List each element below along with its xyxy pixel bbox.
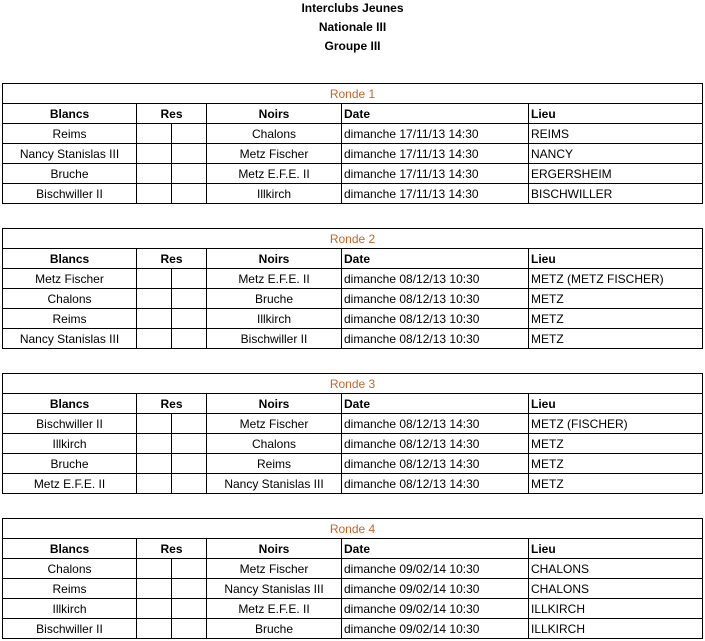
- match-date: dimanche 08/12/13 14:30: [342, 434, 529, 454]
- black-team: Metz E.F.E. II: [207, 599, 342, 619]
- table-row: [3, 184, 703, 204]
- competition-title: Interclubs Jeunes: [301, 1, 404, 15]
- result-white: [137, 289, 172, 309]
- result-white: [137, 184, 172, 204]
- match-date: dimanche 08/12/13 10:30: [342, 329, 529, 349]
- match-venue: CHALONS: [529, 559, 703, 579]
- header-res: Res: [137, 394, 207, 414]
- match-date: dimanche 17/11/13 14:30: [342, 164, 529, 184]
- ronde-table: [2, 373, 703, 494]
- result-black: [172, 309, 207, 329]
- header-noirs: Noirs: [207, 394, 342, 414]
- column-header-row: [3, 104, 703, 124]
- table-row: [3, 414, 703, 434]
- table-row: [3, 619, 703, 639]
- result-black: [172, 599, 207, 619]
- ronde-table: [2, 83, 703, 204]
- group-title: Groupe III: [324, 39, 381, 53]
- match-venue: METZ: [529, 289, 703, 309]
- match-date: dimanche 08/12/13 14:30: [342, 454, 529, 474]
- match-date: dimanche 17/11/13 14:30: [342, 124, 529, 144]
- black-team: Metz Fischer: [207, 144, 342, 164]
- match-venue: METZ: [529, 454, 703, 474]
- match-date: dimanche 09/02/14 10:30: [342, 559, 529, 579]
- result-white: [137, 559, 172, 579]
- white-team: Nancy Stanislas III: [3, 144, 137, 164]
- white-team: Chalons: [3, 559, 137, 579]
- white-team: Metz E.F.E. II: [3, 474, 137, 494]
- header-blancs: Blancs: [3, 394, 137, 414]
- result-white: [137, 144, 172, 164]
- black-team: Metz E.F.E. II: [207, 164, 342, 184]
- table-row: [3, 164, 703, 184]
- column-header-row: [3, 539, 703, 559]
- result-white: [137, 454, 172, 474]
- table-row: [3, 329, 703, 349]
- match-date: dimanche 09/02/14 10:30: [342, 619, 529, 639]
- white-team: Reims: [3, 124, 137, 144]
- black-team: Reims: [207, 454, 342, 474]
- match-venue: METZ (FISCHER): [529, 414, 703, 434]
- header-noirs: Noirs: [207, 249, 342, 269]
- ronde-title: Ronde 4: [3, 519, 703, 539]
- match-venue: REIMS: [529, 124, 703, 144]
- black-team: Nancy Stanislas III: [207, 474, 342, 494]
- result-white: [137, 309, 172, 329]
- result-black: [172, 454, 207, 474]
- match-venue: NANCY: [529, 144, 703, 164]
- header-blancs: Blancs: [3, 539, 137, 559]
- black-team: Bruche: [207, 619, 342, 639]
- result-black: [172, 474, 207, 494]
- ronde-title: Ronde 3: [3, 374, 703, 394]
- result-white: [137, 599, 172, 619]
- table-row: [3, 579, 703, 599]
- match-date: dimanche 08/12/13 10:30: [342, 309, 529, 329]
- ronde-table: [2, 228, 703, 349]
- white-team: Bischwiller II: [3, 414, 137, 434]
- table-row: [3, 559, 703, 579]
- black-team: Bischwiller II: [207, 329, 342, 349]
- match-date: dimanche 08/12/13 14:30: [342, 474, 529, 494]
- result-white: [137, 619, 172, 639]
- match-venue: METZ: [529, 474, 703, 494]
- header-res: Res: [137, 249, 207, 269]
- white-team: Bischwiller II: [3, 619, 137, 639]
- table-row: [3, 144, 703, 164]
- black-team: Metz Fischer: [207, 559, 342, 579]
- white-team: Illkirch: [3, 434, 137, 454]
- result-black: [172, 124, 207, 144]
- header-date: Date: [342, 394, 529, 414]
- white-team: Reims: [3, 579, 137, 599]
- white-team: Reims: [3, 309, 137, 329]
- match-venue: METZ (METZ FISCHER): [529, 269, 703, 289]
- table-row: [3, 124, 703, 144]
- match-venue: BISCHWILLER: [529, 184, 703, 204]
- header-noirs: Noirs: [207, 539, 342, 559]
- match-venue: CHALONS: [529, 579, 703, 599]
- ronde-title: Ronde 2: [3, 229, 703, 249]
- result-white: [137, 124, 172, 144]
- result-black: [172, 434, 207, 454]
- black-team: Metz Fischer: [207, 414, 342, 434]
- result-black: [172, 329, 207, 349]
- black-team: Nancy Stanislas III: [207, 579, 342, 599]
- result-white: [137, 269, 172, 289]
- white-team: Illkirch: [3, 599, 137, 619]
- header-date: Date: [342, 104, 529, 124]
- white-team: Chalons: [3, 289, 137, 309]
- column-header-row: [3, 249, 703, 269]
- match-venue: METZ: [529, 329, 703, 349]
- header-blancs: Blancs: [3, 104, 137, 124]
- black-team: Bruche: [207, 289, 342, 309]
- white-team: Bruche: [3, 454, 137, 474]
- result-white: [137, 474, 172, 494]
- match-date: dimanche 08/12/13 10:30: [342, 269, 529, 289]
- header-noirs: Noirs: [207, 104, 342, 124]
- result-black: [172, 184, 207, 204]
- match-date: dimanche 08/12/13 10:30: [342, 289, 529, 309]
- match-date: dimanche 08/12/13 14:30: [342, 414, 529, 434]
- division-title: Nationale III: [318, 20, 387, 34]
- result-black: [172, 579, 207, 599]
- result-white: [137, 579, 172, 599]
- result-black: [172, 414, 207, 434]
- table-row: [3, 289, 703, 309]
- ronde-table: [2, 518, 703, 639]
- result-black: [172, 619, 207, 639]
- match-venue: METZ: [529, 309, 703, 329]
- header-lieu: Lieu: [529, 249, 703, 269]
- match-venue: ILLKIRCH: [529, 599, 703, 619]
- result-white: [137, 329, 172, 349]
- match-date: dimanche 09/02/14 10:30: [342, 599, 529, 619]
- result-black: [172, 559, 207, 579]
- table-row: [3, 454, 703, 474]
- black-team: Chalons: [207, 124, 342, 144]
- white-team: Nancy Stanislas III: [3, 329, 137, 349]
- ronde-title: Ronde 1: [3, 84, 703, 104]
- match-venue: ILLKIRCH: [529, 619, 703, 639]
- table-row: [3, 269, 703, 289]
- table-row: [3, 599, 703, 619]
- black-team: Metz E.F.E. II: [207, 269, 342, 289]
- white-team: Bischwiller II: [3, 184, 137, 204]
- black-team: Chalons: [207, 434, 342, 454]
- header-res: Res: [137, 539, 207, 559]
- match-date: dimanche 17/11/13 14:30: [342, 184, 529, 204]
- table-row: [3, 434, 703, 454]
- result-white: [137, 164, 172, 184]
- header-lieu: Lieu: [529, 394, 703, 414]
- result-black: [172, 289, 207, 309]
- table-row: [3, 474, 703, 494]
- black-team: Illkirch: [207, 309, 342, 329]
- match-venue: ERGERSHEIM: [529, 164, 703, 184]
- match-date: dimanche 17/11/13 14:30: [342, 144, 529, 164]
- result-black: [172, 269, 207, 289]
- column-header-row: [3, 394, 703, 414]
- header-date: Date: [342, 249, 529, 269]
- result-white: [137, 414, 172, 434]
- table-row: [3, 309, 703, 329]
- black-team: Illkirch: [207, 184, 342, 204]
- result-white: [137, 434, 172, 454]
- header-blancs: Blancs: [3, 249, 137, 269]
- match-date: dimanche 09/02/14 10:30: [342, 579, 529, 599]
- result-black: [172, 164, 207, 184]
- white-team: Bruche: [3, 164, 137, 184]
- header-date: Date: [342, 539, 529, 559]
- match-venue: METZ: [529, 434, 703, 454]
- result-black: [172, 144, 207, 164]
- header-lieu: Lieu: [529, 104, 703, 124]
- white-team: Metz Fischer: [3, 269, 137, 289]
- header-lieu: Lieu: [529, 539, 703, 559]
- header-res: Res: [137, 104, 207, 124]
